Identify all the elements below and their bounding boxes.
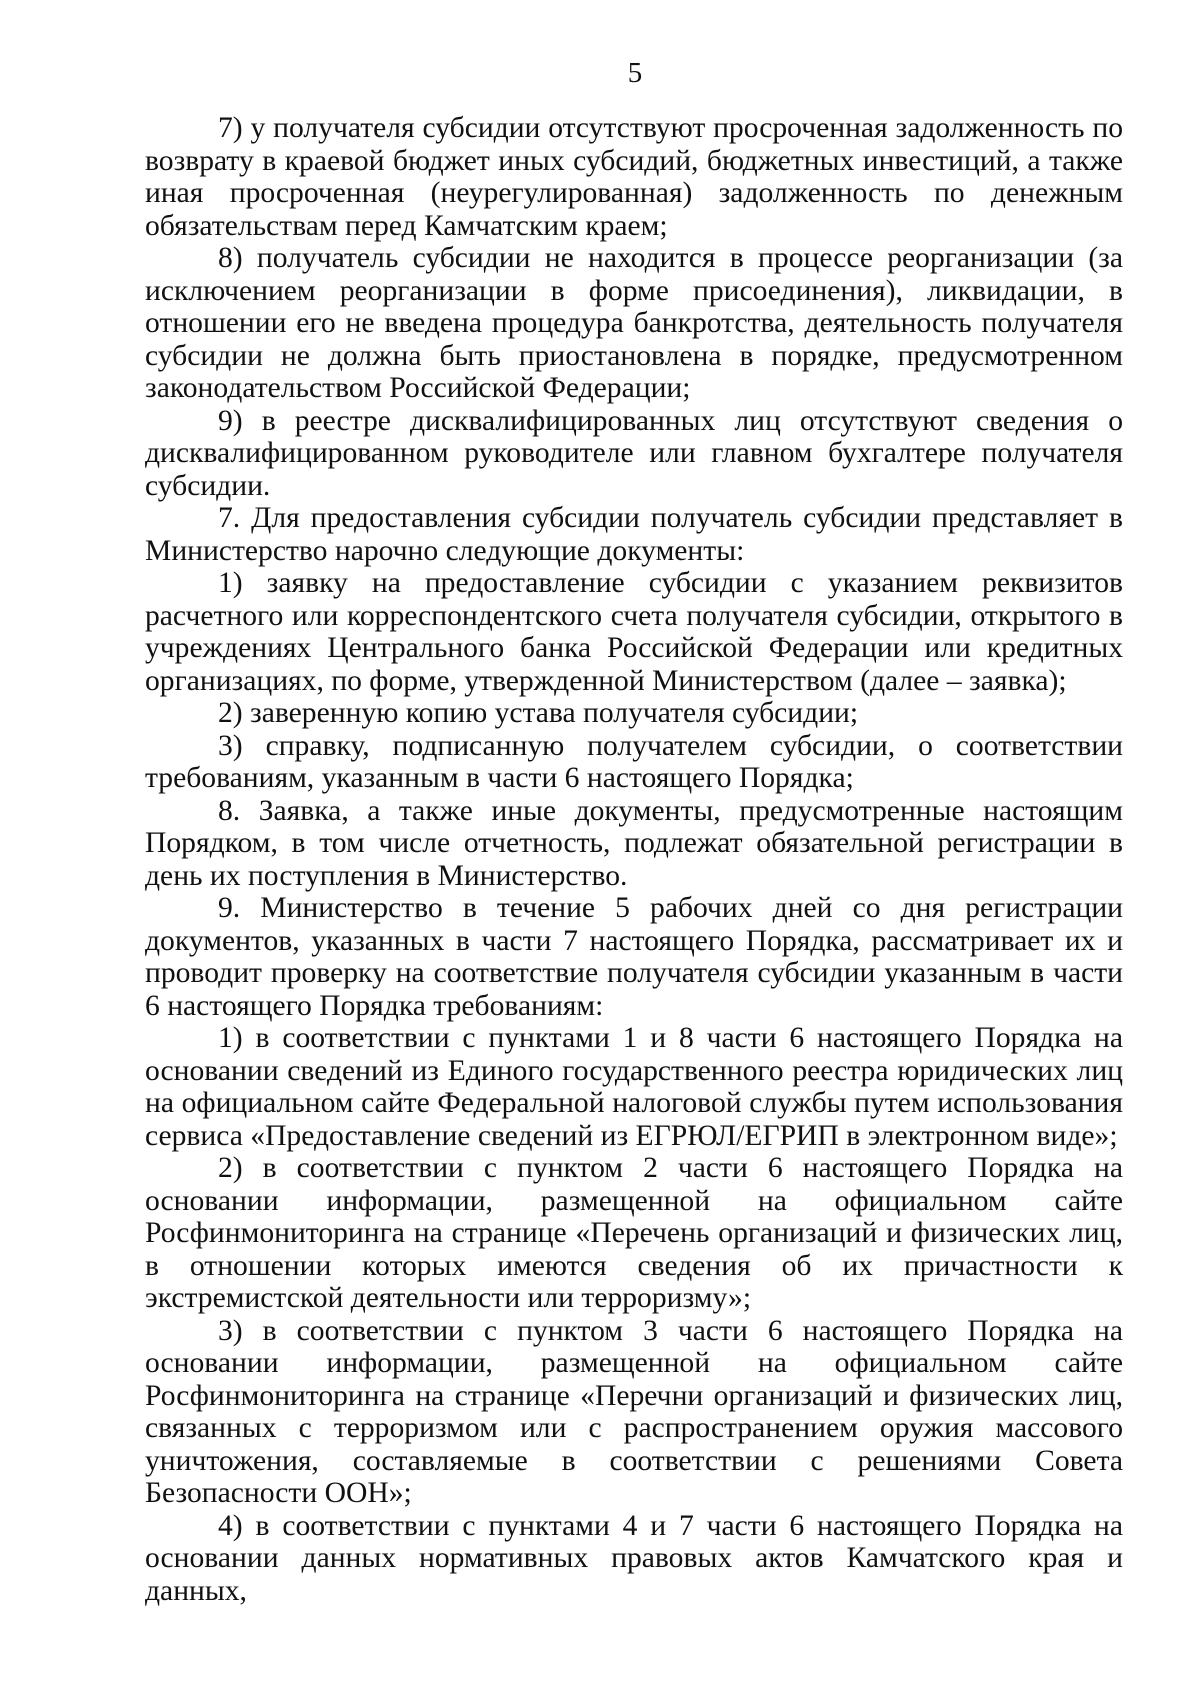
document-item-3-certificate: 3) справку, подписанную получателем субсидии, о соответствии требованиям, указанным в части 6 настоящего Порядка; xyxy=(145,729,1123,794)
verification-item-3-terrorism-list: 3) в соответствии с пунктом 3 части 6 настоящего Порядка на основании информации, размещенной на официальном сайте Росфинмониторинга на странице «Перечни организаций и физических лиц, связанных с терроризмом или с распространением оружия массового уничтожения, составляемые в соответствии с решениями Совета Безопасности ООН»; xyxy=(145,1314,1123,1509)
verification-item-1-egrul: 1) в соответствии с пунктами 1 и 8 части 6 настоящего Порядка на основании сведений из Единого государственного реестра юридических лиц на официальном сайте Федеральной налоговой службы путем использования сервиса «Предоставление сведений из ЕГРЮЛ/ЕГРИП в электронном виде»; xyxy=(145,1022,1123,1152)
section-7-documents-required: 7. Для предоставления субсидии получатель субсидии представляет в Министерство нарочно следующие документы: xyxy=(145,502,1123,567)
page-number: 5 xyxy=(627,57,643,89)
paragraph-9-no-disqualified-persons: 9) в реестре дисквалифицированных лиц отсутствуют сведения о дисквалифицированном руководителе или главном бухгалтере получателя субсидии. xyxy=(145,404,1123,502)
section-8-registration: 8. Заявка, а также иные документы, предусмотренные настоящим Порядком, в том числе отчетность, подлежат обязательной регистрации в день их поступления в Министерство. xyxy=(145,794,1123,892)
document-item-1-application: 1) заявку на предоставление субсидии с указанием реквизитов расчетного или корреспондентского счета получателя субсидии, открытого в учреждениях Центрального банка Российской Федерации или кредитных организациях, по форме, утвержденной Министерством (далее – заявка); xyxy=(145,567,1123,697)
paragraph-7-no-overdue-debt: 7) у получателя субсидии отсутствуют просроченная задолженность по возврату в краевой бюджет иных субсидий, бюджетных инвестиций, а также иная просроченная (неурегулированная) задолженность по денежным обязательствам перед Камчатским краем; xyxy=(145,112,1123,242)
paragraph-8-no-reorganization: 8) получатель субсидии не находится в процессе реорганизации (за исключением реорганизации в форме присоединения), ликвидации, в отношении его не введена процедура банкротства, деятельность получателя субсидии не должна быть приостановлена в порядке, предусмотренном законодательством Российской Федерации; xyxy=(145,242,1123,404)
section-9-verification: 9. Министерство в течение 5 рабочих дней со дня регистрации документов, указанных в части 7 настоящего Порядка, рассматривает их и проводит проверку на соответствие получателя субсидии указанным в части 6 настоящего Порядка требованиям: xyxy=(145,892,1123,1022)
verification-item-4-legal-acts: 4) в соответствии с пунктами 4 и 7 части 6 настоящего Порядка на основании данных нормативных правовых актов Камчатского края и данных, xyxy=(145,1509,1123,1607)
document-item-2-charter-copy: 2) заверенную копию устава получателя субсидии; xyxy=(218,697,859,729)
verification-item-2-extremism-list: 2) в соответствии с пунктом 2 части 6 настоящего Порядка на основании информации, размещенной на официальном сайте Росфинмониторинга на странице «Перечень организаций и физических лиц, в отношении которых имеются сведения об их причастности к экстремистской деятельности или терроризму»; xyxy=(145,1152,1123,1314)
document-body xyxy=(145,112,1123,1607)
